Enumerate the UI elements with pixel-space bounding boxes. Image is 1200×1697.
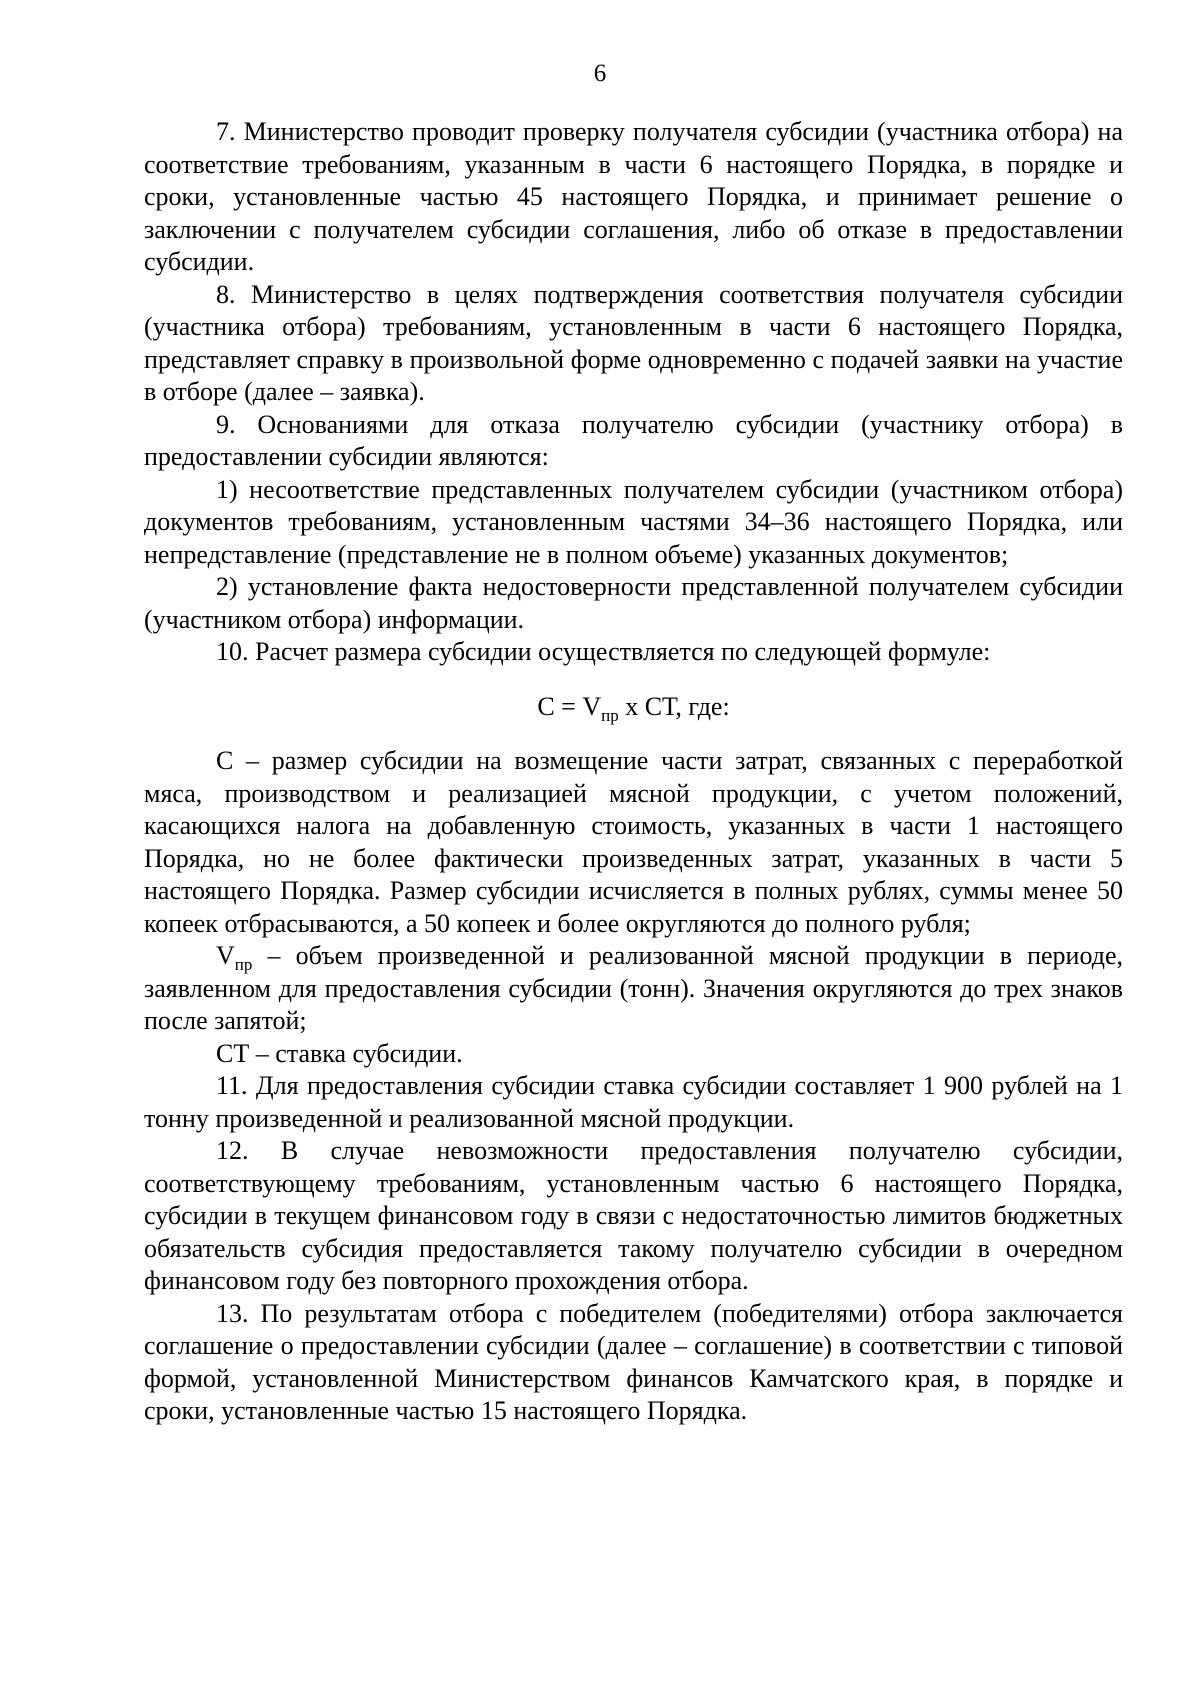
document-body [144, 116, 1123, 1428]
paragraph-8: 8. Министерство в целях подтверждения соответствия получателя субсидии (участника отбора) требованиям, установленным в части 6 настоящего Порядка, представляет справку в произвольной форме одновременно с подачей заявки на участие в отборе (далее – заявка). [144, 279, 1123, 406]
subsidy-formula [144, 669, 1123, 746]
definition-v [144, 940, 1123, 1038]
paragraph-9-item-1: 1) несоответствие представленных получателем субсидии (участником отбора) документов требованиям, установленным частями 34–36 настоящего Порядка, или непредставление (представление не в полном объеме) указанных документов; [144, 474, 1123, 569]
paragraph-13: 13. По результатам отбора с победителем (победителями) отбора заключается соглашение о предоставлении субсидии (далее – соглашение) в соответствии с типовой формой, установленной Министерством финансов Камчатского края, в порядке и сроки, установленные частью 15 настоящего Порядка. [144, 1298, 1123, 1425]
paragraph-10: 10. Расчет размера субсидии осуществляется по следующей формуле: [216, 637, 991, 666]
definition-v-subscript: пр [234, 955, 253, 974]
paragraph-9-item-2: 2) установление факта недостоверности представленной получателем субсидии (участником отбора) информации. [144, 572, 1123, 634]
definition-ct: СТ – ставка субсидии. [216, 1038, 463, 1068]
page-number: 6 [593, 60, 607, 87]
paragraph-11: 11. Для предоставления субсидии ставка субсидии составляет 1 900 рублей на 1 тонну произведенной и реализованной мясной продукции. [144, 1071, 1123, 1133]
definition-v-text: – объем произведенной и реализованной мясной продукции в периоде, заявленном для предоставления субсидии (тонн). Значения округляются до трех знаков после запятой; [144, 941, 1123, 1035]
formula-left: С = V [537, 691, 602, 721]
definition-v-symbol: V [216, 941, 235, 970]
paragraph-12: 12. В случае невозможности предоставления получателю субсидии, соответствующему требованиям, установленным частью 6 настоящего Порядка, субсидии в текущем финансовом году в связи с недостаточностью лимитов бюджетных обязательств субсидия предоставляется такому получателю субсидии в очередном финансовом году без повторного прохождения отбора. [144, 1136, 1123, 1295]
paragraph-7: 7. Министерство проводит проверку получателя субсидии (участника отбора) на соответствие требованиям, указанным в части 6 настоящего Порядка, в порядке и сроки, установленные частью 45 настоящего Порядка, и принимает решение о заключении с получателем субсидии соглашения, либо об отказе в предоставлении субсидии. [144, 117, 1123, 276]
formula-right: x СТ, где: [618, 691, 730, 721]
formula-subscript: пр [601, 705, 619, 725]
paragraph-9: 9. Основаниями для отказа получателю субсидии (участнику отбора) в предоставлении субсидии являются: [144, 409, 1123, 471]
definition-c: С – размер субсидии на возмещение части затрат, связанных с переработкой мяса, производством и реализацией мясной продукции, с учетом положений, касающихся налога на добавленную стоимость, указанных в части 1 настоящего Порядка, но не более фактически произведенных затрат, указанных в части 5 настоящего Порядка. Размер субсидии исчисляется в полных рублях, суммы менее 50 копеек отбрасываются, а 50 копеек и более округляются до полного рубля; [144, 746, 1123, 938]
